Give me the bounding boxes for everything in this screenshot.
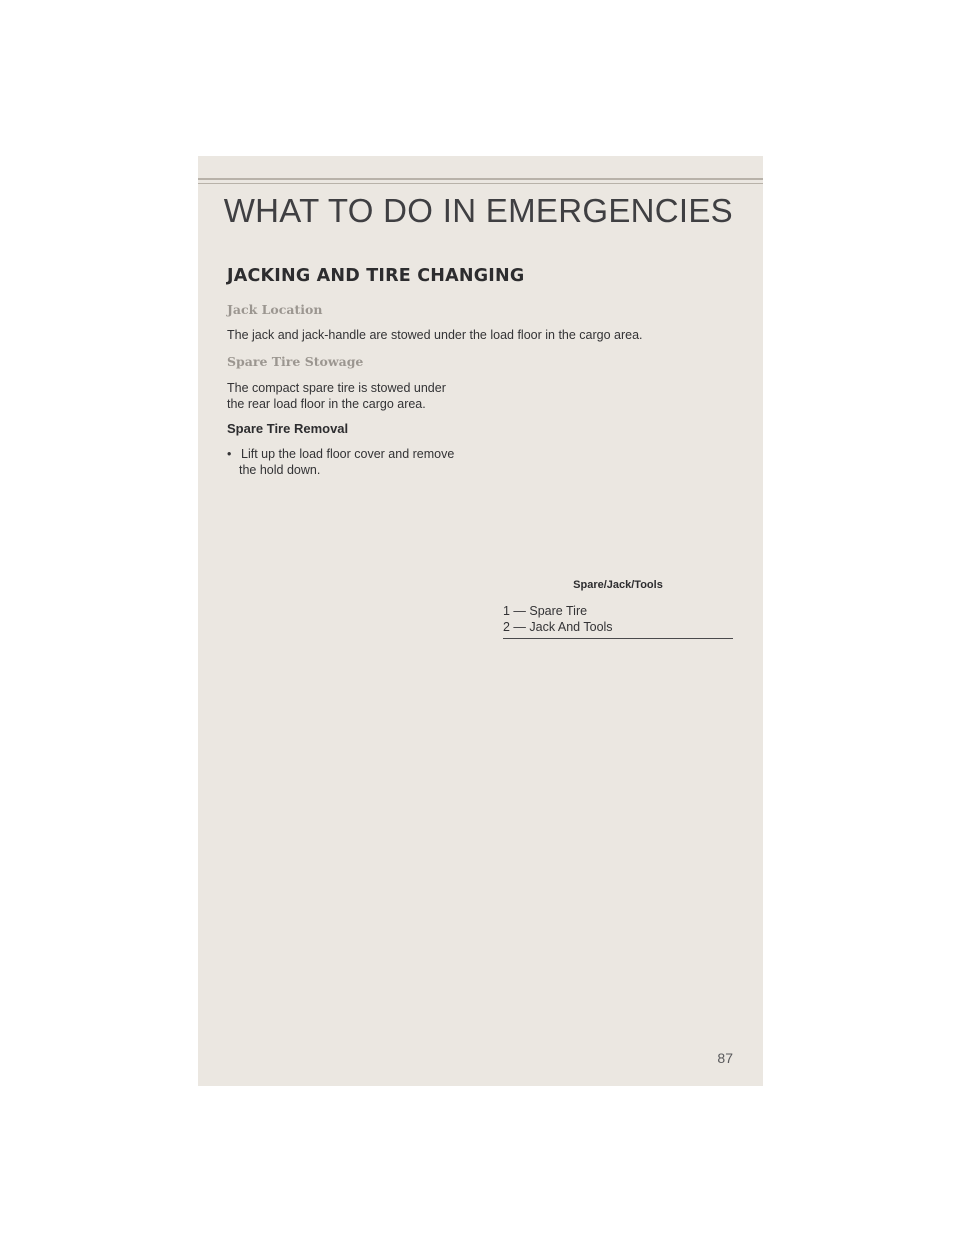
page-number: 87: [717, 1050, 733, 1066]
removal-bullet: [227, 446, 492, 478]
figure-caption: Spare/Jack/Tools: [573, 579, 663, 591]
header-rule: [198, 178, 763, 180]
chapter-title: WHAT TO DO IN EMERGENCIES: [223, 192, 733, 229]
bullet-line-2: the hold down.: [239, 463, 321, 477]
stowage-line-1: The compact spare tire is stowed under: [227, 381, 446, 395]
spare-tire-stowage-text: [227, 380, 497, 412]
section-title: JACKING AND TIRE CHANGING: [227, 266, 525, 286]
jack-location-heading: Jack Location: [227, 302, 323, 317]
stowage-line-2: the rear load floor in the cargo area.: [227, 397, 426, 411]
figure-legend: [503, 603, 733, 639]
manual-page: [198, 156, 763, 1086]
spare-tire-removal-heading: Spare Tire Removal: [227, 421, 349, 436]
spare-tire-stowage-heading: Spare Tire Stowage: [227, 354, 364, 369]
bullet-dot-icon: •: [227, 447, 232, 461]
header-rule-thin: [198, 183, 763, 184]
legend-item: 2 — Jack And Tools: [503, 620, 613, 634]
legend-item: 1 — Spare Tire: [503, 604, 588, 618]
jack-location-text: The jack and jack-handle are stowed under the load floor in the cargo area.: [227, 328, 643, 342]
bullet-line-1: Lift up the load floor cover and remove: [241, 447, 455, 461]
